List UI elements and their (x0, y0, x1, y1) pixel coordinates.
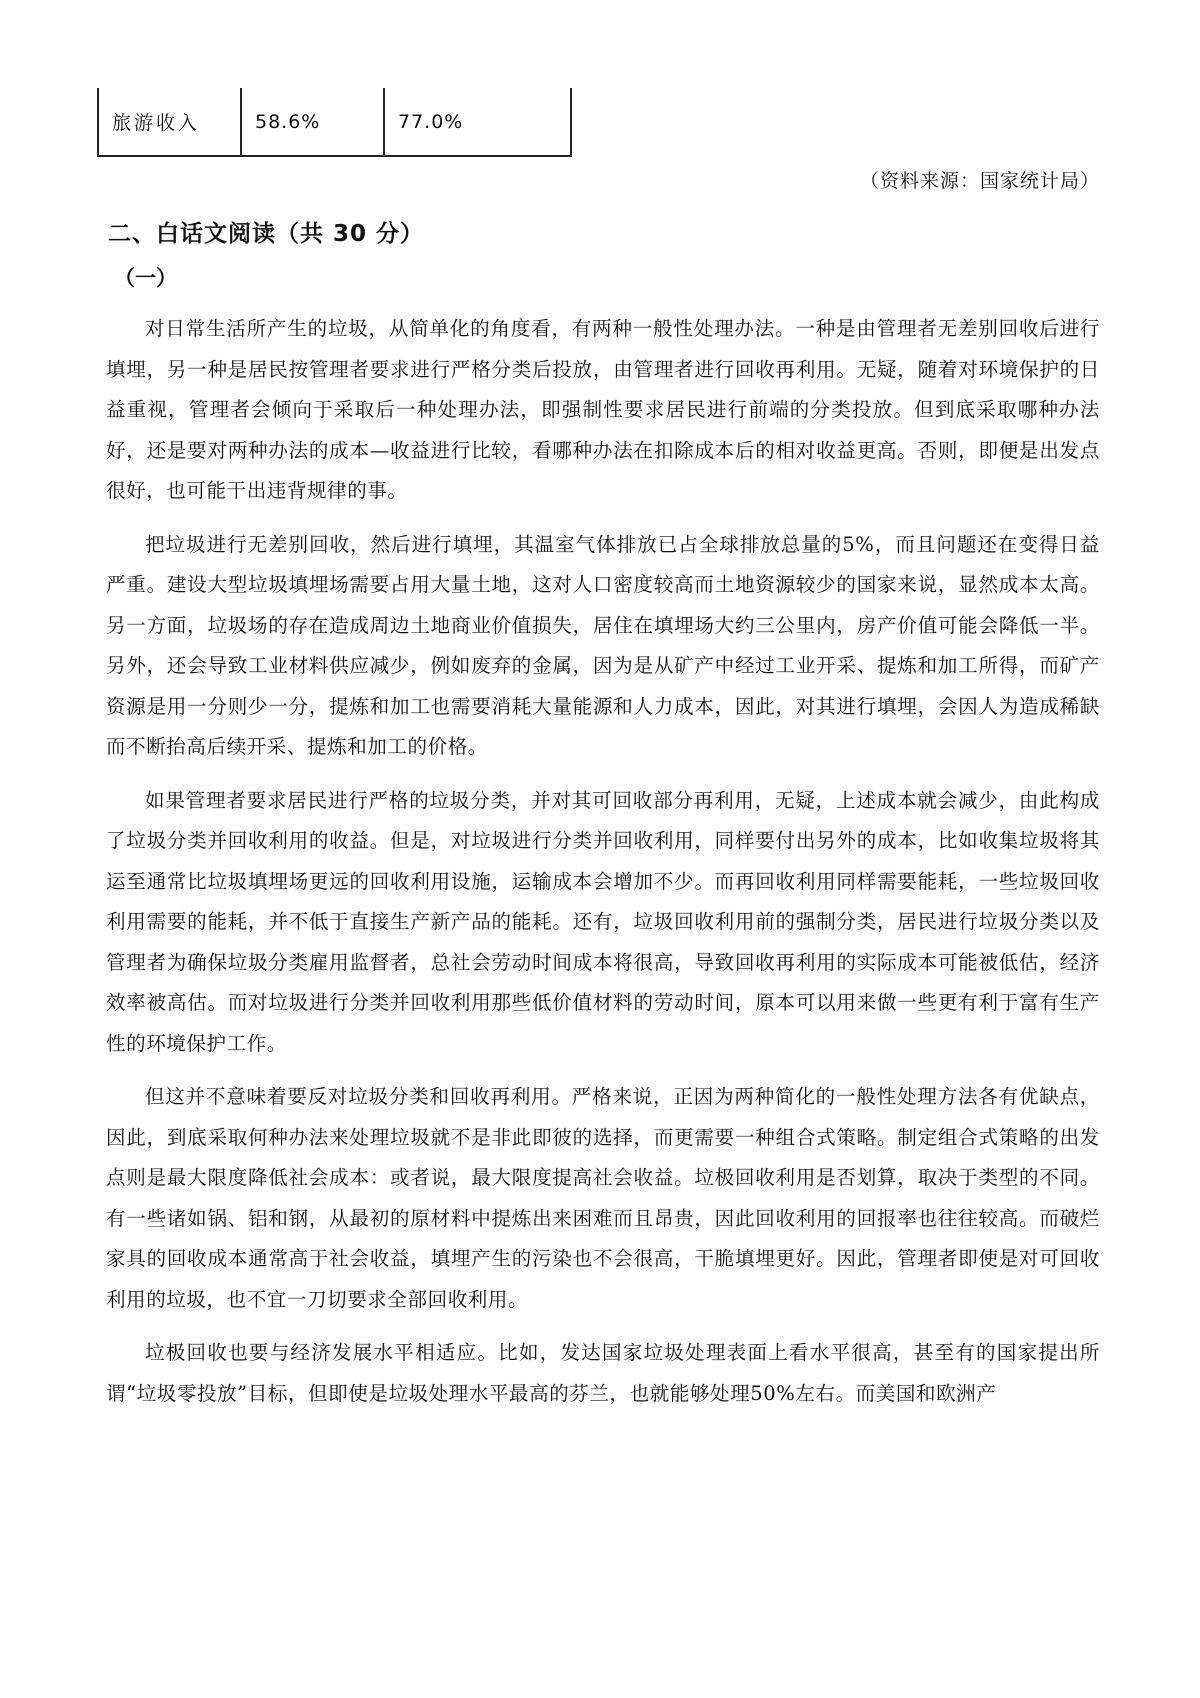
article-body (106, 309, 1100, 1427)
section-heading: 二、白话文阅读（共 30 分） (108, 221, 425, 247)
sub-heading: （一） (114, 266, 177, 290)
table-cell-value: 77.0% (384, 88, 571, 156)
paragraph: 但这并不意味着要反对垃圾分类和回收再利用。严格来说，正因为两种简化的一般性处理方法各有优缺点，因此，到底采取何种办法来处理垃圾就不是非此即彼的选择，而更需要一种组合式策略。制定组合式策略的出发点则是最大限度降低社会成本：或者说，最大限度提高社会收益。垃极回收利用是否划算，取决于类型的不同。有一些诸如锅、铝和钢，从最初的原材料中提炼出来困难而且昂贵，因此回收利用的回报率也往往较高。而破烂家具的回收成本通常高于社会收益，填埋产生的污染也不会很高，干脆填埋更好。因此，管理者即使是对可回收利用的垃圾，也不宜一刀切要求全部回收利用。 (106, 1085, 1100, 1311)
paragraph: 对日常生活所产生的垃圾，从简单化的角度看，有两种一般性处理办法。一种是由管理者无差别回收后进行填埋，另一种是居民按管理者要求进行严格分类后投放，由管理者进行回收再利用。无疑，随着对环境保护的日益重视，管理者会倾向于采取后一种处理办法，即强制性要求居民进行前端的分类投放。但到底采取哪种办法好，还是要对两种办法的成本—收益进行比较，看哪种办法在扣除成本后的相对收益更高。否则，即便是出发点很好，也可能干出违背规律的事。 (106, 317, 1100, 502)
paragraph: 垃极回收也要与经济发展水平相适应。比如，发达国家垃圾处理表面上看水平很高，甚至有的国家提出所谓“垃圾零投放”目标，但即使是垃圾处理水平最高的芬兰，也就能够处理50%左右。而美国和欧洲产 (106, 1341, 1100, 1405)
source-note: （资料来源：国家统计局） (859, 170, 1100, 192)
table-row (98, 88, 571, 156)
table-cell-label: 旅游收入 (98, 88, 241, 156)
statistics-table (97, 88, 572, 157)
paragraph: 如果管理者要求居民进行严格的垃圾分类，并对其可回收部分再利用，无疑，上述成本就会减少，由此构成了垃圾分类并回收利用的收益。但是，对垃圾进行分类并回收利用，同样要付出另外的成本，比如收集垃圾将其运至通常比垃圾填埋场更远的回收利用设施，运输成本会增加不少。而再回收利用同样需要能耗，一些垃圾回收利用需要的能耗，并不低于直接生产新产品的能耗。还有，垃圾回收利用前的强制分类，居民进行垃圾分类以及管理者为确保垃圾分类雇用监督者，总社会劳动时间成本将很高，导致回收再利用的实际成本可能被低估，经济效率被高估。而对垃圾进行分类并回收利用那些低价值材料的劳动时间，原本可以用来做一些更有利于富有生产性的环境保护工作。 (106, 788, 1100, 1055)
table-cell-value: 58.6% (241, 88, 384, 156)
paragraph: 把垃圾进行无差别回收，然后进行填埋，其温室气体排放已占全球排放总量的5%，而且问题还在变得日益严重。建设大型垃圾填埋场需要占用大量土地，这对人口密度较高而土地资源较少的国家来说，显然成本太高。另一方面，垃圾场的存在造成周边土地商业价值损失，居住在填埋场大约三公里内，房产价值可能会降低一半。另外，还会导致工业材料供应减少，例如废弃的金属，因为是从矿产中经过工业开采、提炼和加工所得，而矿产资源是用一分则少一分，提炼和加工也需要消耗大量能源和人力成本，因此，对其进行填埋，会因人为造成稀缺而不断抬高后续开采、提炼和加工的价格。 (106, 532, 1100, 758)
